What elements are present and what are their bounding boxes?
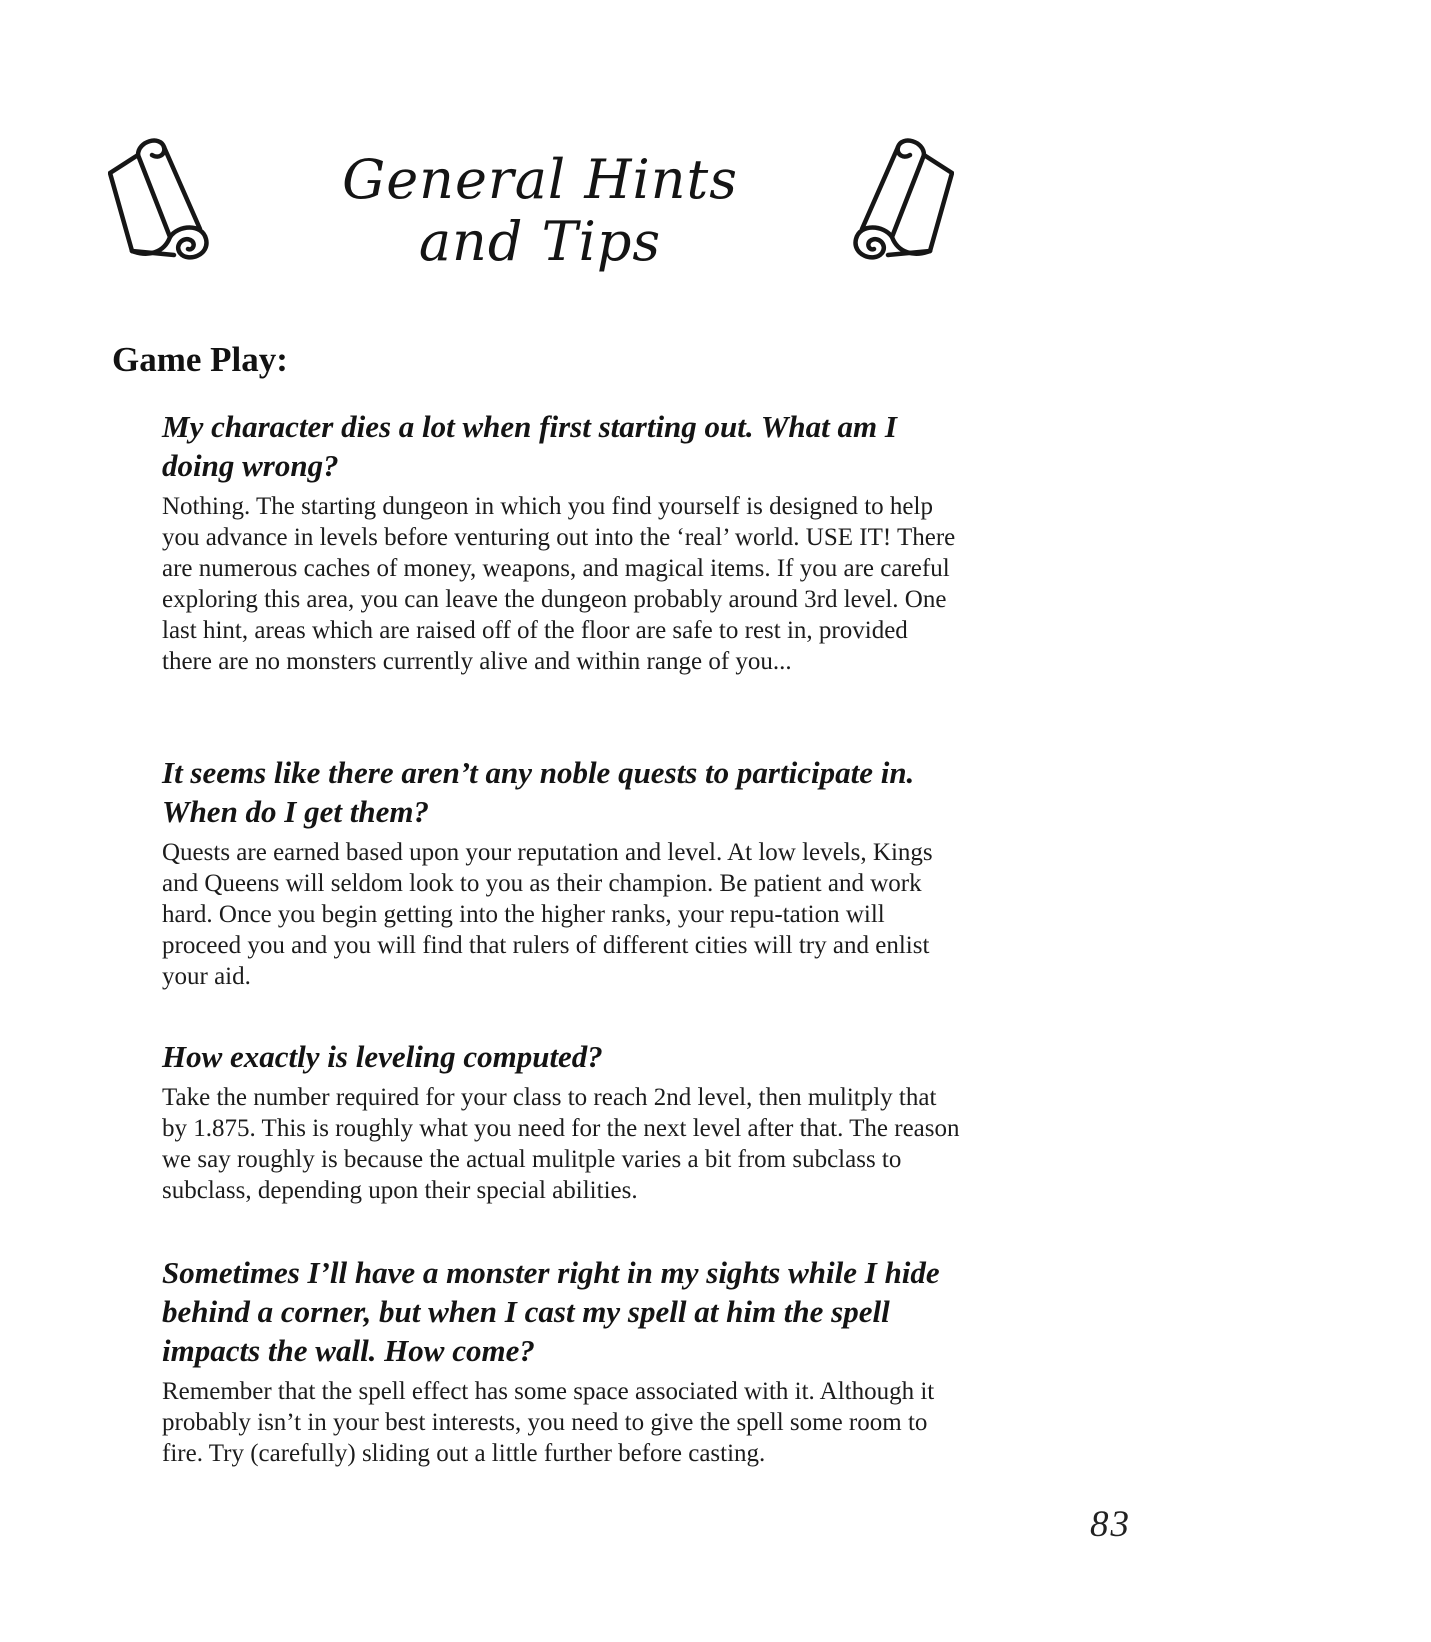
qa-item bbox=[162, 1253, 962, 1469]
question: Sometimes I’ll have a monster right in my sights while I hide behind a corner, but when I cast my spell at him the spell impacts the wall. How come? bbox=[162, 1255, 940, 1368]
scroll-icon bbox=[836, 133, 954, 269]
answer: Quests are earned based upon your reputation and level. At low levels, Kings and Queens will seldom look to you as their champion. Be patient and work hard. Once you begin getting into the higher ranks, your repu-tation will proceed you and you will find that rulers of different cities will try and enlist your aid. bbox=[162, 839, 933, 990]
scroll-icon bbox=[108, 133, 226, 269]
question: My character dies a lot when first starting out. What am I doing wrong? bbox=[162, 409, 897, 483]
answer: Remember that the spell effect has some space associated with it. Although it probably isn’t in your best interests, you need to give the spell some room to fire. Try (carefully) sliding out a little further before casting. bbox=[162, 1378, 935, 1467]
page-title-line-2: and Tips bbox=[418, 210, 662, 273]
page-number: 83 bbox=[1090, 1504, 1131, 1545]
answer: Take the number required for your class to reach 2nd level, then mulitply that by 1.875. This is roughly what you need for the next level after that. The reason we say roughly is because the actual mulitple varies a bit from subclass to subclass, depending upon their special abilities. bbox=[162, 1084, 960, 1204]
section-heading: Game Play: bbox=[112, 340, 288, 379]
answer: Nothing. The starting dungeon in which you find yourself is designed to help you advance in levels before venturing out into the ‘real’ world. USE IT! There are numerous caches of money, weapons, and magical items. If you are careful exploring this area, you can leave the dungeon probably around 3rd level. One last hint, areas which are raised off of the floor are safe to rest in, provided there are no monsters currently alive and within range of you... bbox=[162, 493, 956, 675]
page-title-line-1: General Hints bbox=[342, 148, 738, 211]
qa-item bbox=[162, 753, 962, 992]
question: It seems like there aren’t any noble quests to participate in. When do I get them? bbox=[162, 755, 915, 829]
question: How exactly is leveling computed? bbox=[162, 1039, 603, 1074]
qa-item bbox=[162, 1037, 962, 1206]
qa-item bbox=[162, 407, 962, 677]
